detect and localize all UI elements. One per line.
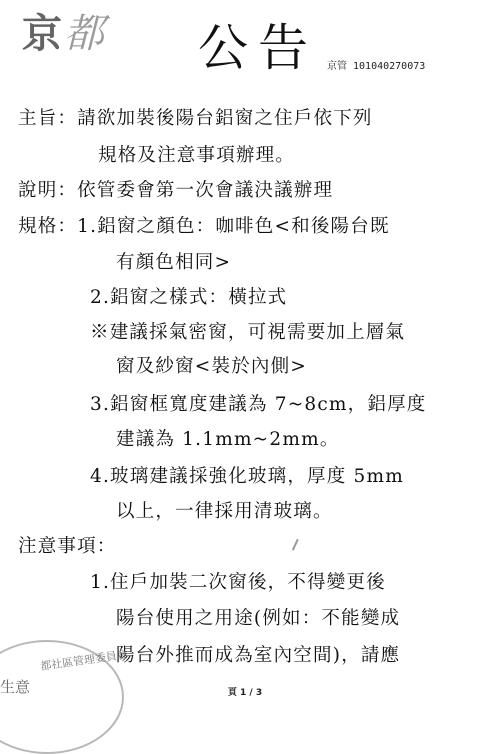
spec-row: [18, 218, 390, 237]
stamp-text-2: 生意: [0, 678, 31, 696]
spec-3-text-2: 建議為 1.1mm~2mm。: [116, 429, 340, 450]
note-text-1: ※建議採氣密窗，可視需要加上層氣: [90, 322, 406, 343]
page-number: 頁 1 / 3: [227, 688, 263, 698]
spec-4-text-2: 以上，一律採用清玻璃。: [116, 501, 333, 522]
spec-label: 規格：: [18, 216, 78, 237]
subject-text-1: 請欲加裝後陽台鋁窗之住戶依下列: [77, 108, 373, 129]
explain-row: [18, 182, 333, 201]
stamp-text-1: 都社區管理委員會: [39, 647, 129, 674]
notice-label: 注意事項：: [18, 536, 117, 557]
subject-label: 主旨：: [18, 108, 78, 129]
explain-label: 說明：: [18, 180, 78, 201]
note-text-2: 窗及紗窗<裝於內側>: [116, 356, 308, 377]
explain-text: 依管委會第一次會議決議辦理: [77, 180, 334, 201]
spec-3-text-1: 3.鋁窗框寬度建議為 7~8cm，鋁厚度: [90, 394, 427, 415]
document-number: 京管 101040270073: [327, 61, 426, 72]
subject-row: [18, 110, 373, 129]
notice-1-text-1: 1.住戶加裝二次窗後，不得變更後: [90, 572, 386, 593]
spec-2-text: 2.鋁窗之樣式：橫拉式: [90, 287, 288, 308]
page-title: 公告: [198, 19, 318, 77]
spec-1-text-1: 1.鋁窗之顏色：咖啡色<和後陽台既: [77, 216, 390, 237]
community-logo: [22, 2, 106, 59]
logo-char-2: 都: [64, 11, 106, 57]
notice-1-text-2: 陽台使用之用途(例如：不能變成: [116, 608, 401, 629]
spec-4-text-1: 4.玻璃建議採強化玻璃，厚度 5mm: [90, 466, 404, 487]
logo-char-1: 京: [22, 10, 64, 57]
subject-text-2: 規格及注意事項辦理。: [98, 145, 296, 166]
pen-mark: [292, 539, 304, 553]
spec-1-text-2: 有顏色相同>: [116, 252, 232, 273]
notice-1-text-3: 陽台外推而成為室內空間)，請應: [116, 645, 401, 666]
